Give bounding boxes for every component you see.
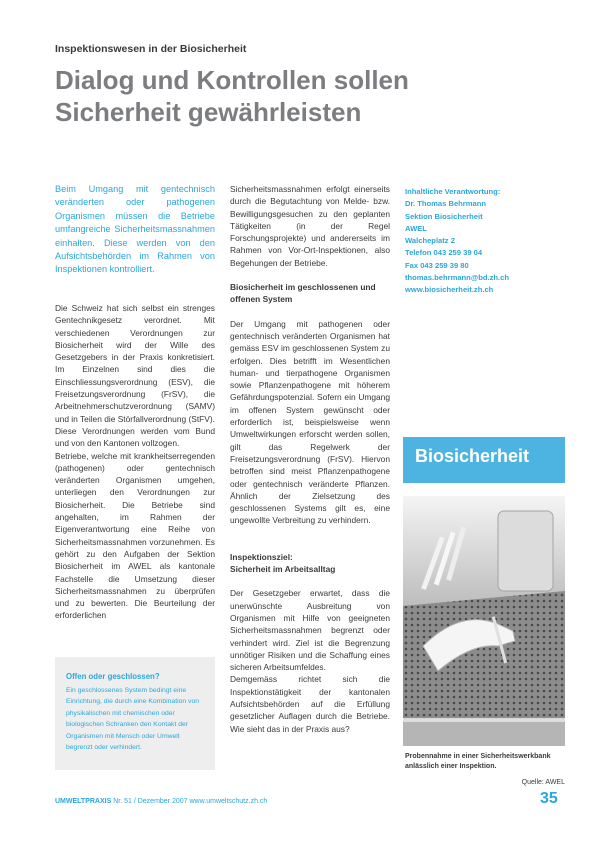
article-title bbox=[55, 64, 495, 128]
column-1 bbox=[55, 302, 215, 622]
lab-photo bbox=[403, 496, 565, 746]
contact-line: Sektion Biosicherheit bbox=[405, 211, 483, 221]
col2-paragraph-1: Sicherheitsmassnahmen erfolgt einerseits durch die Begutachtung von Melde- bzw. Bewilligungsgesuchen zu den geplanten Tätigkeiten (in der Regel Forschungsprojekte) und andererseits im Rahmen von Vor-Ort-Inspektionen, also Begehungen der Betriebe. bbox=[230, 184, 390, 268]
contact-line: Fax 043 259 39 80 bbox=[405, 260, 469, 270]
col2-paragraph-4: Demgemäss richtet sich die Inspektionstätigkeit der kantonalen Aufsichtsbehörden auf die Erfüllung gesetzlicher Auflagen durch die Betriebe. Wie sieht das in der Praxis aus? bbox=[230, 674, 390, 734]
lab-photo-illustration bbox=[403, 496, 565, 746]
col2-paragraph-3: Der Gesetzgeber erwartet, dass die unerwünschte Ausbreitung von Organismen mit Hilfe von geeigneten Sicherheitsmassnahmen begrenzt oder verhindert wird. Ziel ist die Begrenzung unnötiger Risiken und die Schaffung eines sicheren Arbeitsumfeldes. bbox=[230, 588, 390, 673]
title-line-2: Sicherheit gewährleisten bbox=[55, 97, 362, 127]
subheading-inspection-1: Inspektionsziel: bbox=[230, 551, 293, 562]
section-banner bbox=[403, 437, 565, 483]
col2-paragraph-2: Der Umgang mit pathogenen oder gentechnisch veränderten Organismen hat gemäss ESV im geschlossenen System zu erfolgen. Dies betrifft im Wesentlichen human- und tierpathogene Organismen sowie Pflanzenpathogene mit höherem Gefährdungspotenzial. Sofern ein Umgang im offenen System gewünscht oder erforderlich ist, beispielsweise wenn Umweltwirkungen erforscht werden sollen, gilt das Regelwerk der Freisetzungsverordnung (FrSV). Hiervon betroffen sind meist Pflanzenpathogene oder gentechnisch veränderte Pflanzen. Ähnlich der Zielsetzung des geschlossenen Systems gilt es, eine ungewollte Verbreitung zu verhindern. bbox=[230, 318, 390, 526]
section-kicker: Inspektionswesen in der Biosicherheit bbox=[55, 43, 247, 55]
column-2 bbox=[230, 183, 390, 735]
col1-paragraph-2: Betriebe, welche mit krankheitserregenden (pathogenen) oder gentechnisch veränderten Organismen umgehen, unterliegen den Verordnungen zur Biosicherheit. Die Betriebe sind angehalten, im Rahmen der Eigenverantwortung eine Reihe von Sicherheitsmassnahmen vorzunehmen. Es gehört zu den Aufgaben der Sektion Biosicherheit im AWEL als kantonale Fachstelle die Umsetzung dieser Sicherheitsmassnahmen zu überprüfen und zu bewerten. Die Beurteilung der erforderlichen bbox=[55, 450, 215, 621]
subheading-system: Biosicherheit im geschlossenen und offenen System bbox=[230, 282, 376, 305]
lead-paragraph: Beim Umgang mit gentechnisch veränderten oder pathogenen Organismen müssen die Betriebe umfangreiche Sicherheitsmassnahmen einhalten. Diese werden von den Aufsichtsbehörden im Rahmen von Inspektionen kontrolliert. bbox=[55, 184, 215, 275]
col1-paragraph-1: Die Schweiz hat sich selbst ein strenges Gentechnikgesetz verordnet. Mit verschiedenen Verordnungen zur Biosicherheit wird der Wille des Gesetzgebers in der Praxis konkretisiert. Im Einzelnen sind dies die Einschliessungsverordnung (ESV), die Freisetzungsverordnung (FrSV), die Arbeitnehmerschutzverordnung (SAMV) und in Teilen die Störfallverordnung (StFV). Diese Verordnungen werden vom Bund und von den Kantonen vollzogen. bbox=[55, 303, 215, 449]
contact-email-link[interactable]: thomas.behrmann@bd.zh.ch bbox=[405, 273, 510, 283]
contact-block bbox=[405, 186, 565, 297]
contact-line: Telefon 043 259 39 04 bbox=[405, 248, 483, 258]
contact-line: Inhaltliche Verantwortung: bbox=[405, 187, 501, 196]
footer-brand: UMWELTPRAXIS bbox=[55, 798, 112, 805]
contact-line: Dr. Thomas Behrmann bbox=[405, 199, 487, 209]
photo-source: Quelle: AWEL bbox=[521, 779, 565, 786]
subheading-inspection-2: Sicherheit im Arbeitsalltag bbox=[230, 564, 336, 575]
caption-line-1: Probennahme in einer Sicherheitswerkbank bbox=[405, 753, 551, 760]
section-banner-label: Biosicherheit bbox=[415, 446, 530, 466]
caption-line-2: anlässlich einer Inspektion. bbox=[405, 762, 497, 770]
contact-line: Walcheplatz 2 bbox=[405, 236, 455, 246]
page-footer bbox=[55, 798, 267, 805]
title-line-1: Dialog und Kontrollen sollen bbox=[55, 65, 409, 95]
photo-caption bbox=[405, 752, 565, 771]
page-number: 35 bbox=[540, 790, 558, 807]
footer-url[interactable]: www.umweltschutz.zh.ch bbox=[189, 798, 268, 805]
contact-web-link[interactable]: www.biosicherheit.zh.ch bbox=[405, 285, 494, 295]
contact-line: AWEL bbox=[405, 223, 427, 233]
info-box-body: Ein geschlossenes System bedingt eine Einrichtung, die durch eine Kombination von physikalischen mit chemischen oder biologischen Schranken den Kontakt der Organismen mit Mensch oder Umwelt begrenzt oder verhindert. bbox=[66, 687, 200, 752]
info-box-title: Offen oder geschlossen? bbox=[66, 672, 160, 681]
info-box bbox=[55, 657, 215, 770]
footer-issue: Nr. 51 / Dezember 2007 bbox=[113, 798, 188, 805]
